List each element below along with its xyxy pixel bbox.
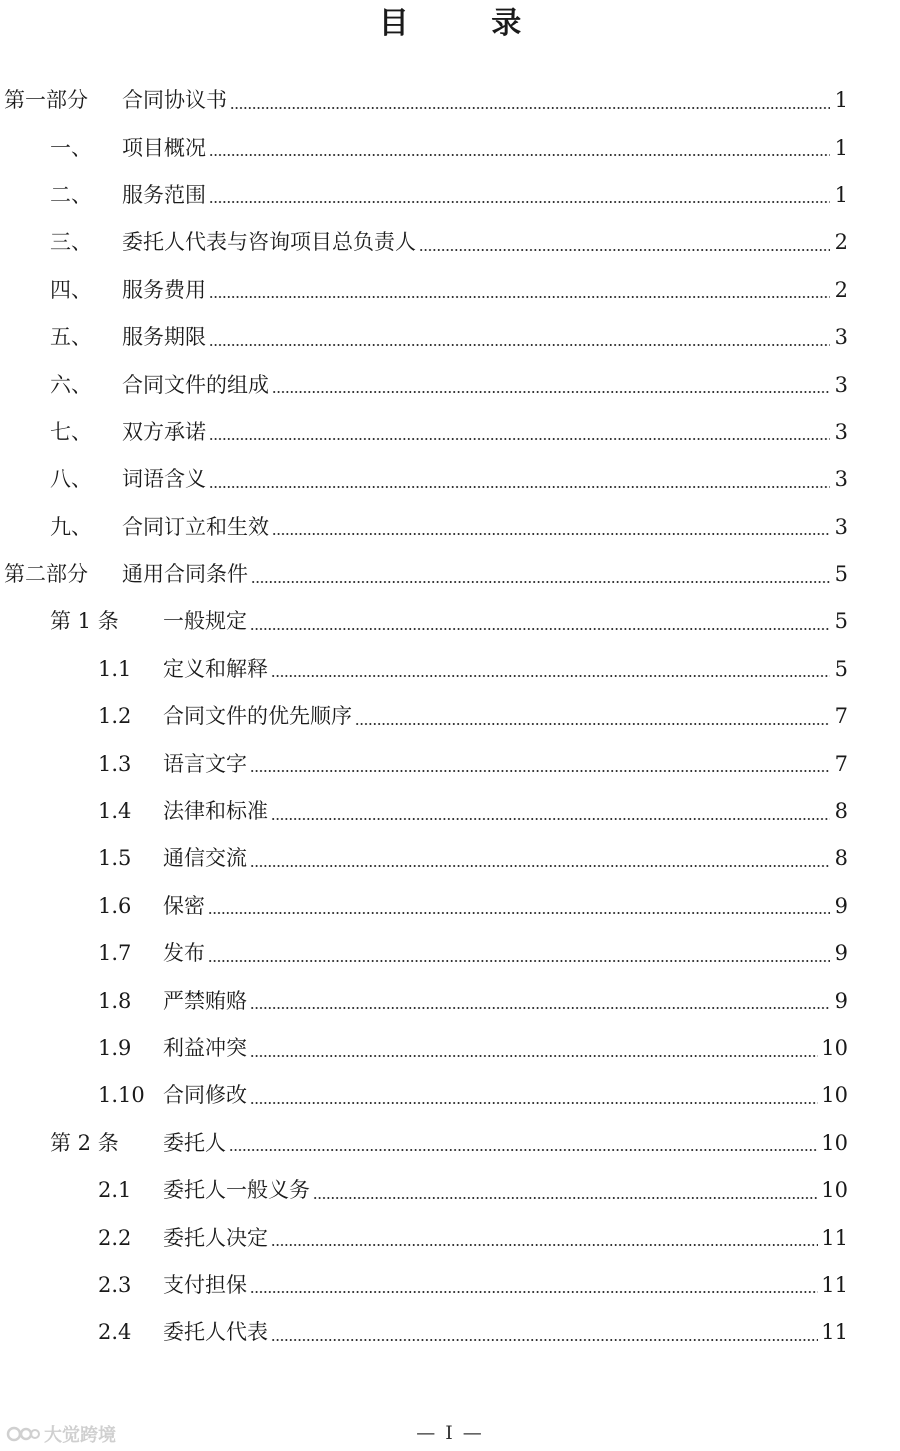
dot-leader	[209, 486, 830, 488]
toc-entry-page: 1	[834, 88, 848, 113]
toc-entry[interactable]	[0, 124, 900, 171]
toc-entry-page: 3	[834, 419, 848, 444]
toc-entry-page: 8	[834, 799, 848, 824]
toc-entry[interactable]	[0, 598, 900, 645]
toc-entry-leader	[163, 788, 832, 835]
toc-entry-title: 合同协议书	[122, 88, 227, 113]
toc-entry-number: 2.4	[98, 1320, 132, 1345]
toc-entry-page: 9	[834, 893, 848, 918]
dot-leader	[271, 1339, 818, 1341]
dot-leader	[209, 154, 830, 156]
toc-entry-title: 服务范围	[122, 182, 206, 207]
toc-entry-number: 六、	[50, 372, 92, 397]
toc-entry-page: 10	[821, 1130, 848, 1155]
toc-entry-number: 1.6	[98, 893, 132, 918]
toc-entry-title: 通信交流	[163, 846, 247, 871]
toc-entry-number: 一、	[50, 135, 92, 160]
dot-leader	[230, 107, 830, 109]
toc-entry-title: 严禁贿赂	[163, 988, 247, 1013]
toc-entry-leader	[163, 646, 832, 693]
toc-entry-number: 第 2 条	[50, 1130, 119, 1155]
dot-leader	[250, 1291, 818, 1293]
toc-entry-leader	[122, 409, 832, 456]
toc-entry-leader	[122, 314, 832, 361]
toc-entry[interactable]	[0, 314, 900, 361]
toc-entry-title: 委托人代表与咨询项目总负责人	[122, 230, 416, 255]
dot-leader	[272, 533, 830, 535]
toc-entry-leader	[163, 1120, 820, 1167]
toc-entry-number: 1.7	[98, 941, 132, 966]
toc-entry-leader	[163, 693, 832, 740]
toc-entry-title: 利益冲突	[163, 1036, 247, 1060]
table-of-contents	[0, 77, 900, 1357]
toc-entry[interactable]	[0, 1309, 900, 1356]
toc-entry-number: 九、	[50, 514, 92, 539]
toc-entry-title: 委托人	[163, 1130, 226, 1155]
toc-entry-number: 第 1 条	[50, 609, 119, 634]
toc-entry-leader	[122, 172, 832, 219]
toc-entry-leader	[122, 504, 832, 551]
toc-entry-title: 保密	[163, 893, 205, 918]
page-number-footer: — I —	[416, 1422, 484, 1444]
toc-entry-title: 发布	[163, 941, 205, 966]
toc-entry-number: 1.1	[98, 656, 132, 681]
toc-entry-page: 3	[834, 514, 848, 539]
toc-entry-leader	[122, 456, 832, 503]
watermark-text: 大觉跨境	[44, 1425, 116, 1446]
toc-entry-title: 合同订立和生效	[122, 514, 269, 539]
toc-entry[interactable]	[0, 1072, 900, 1119]
toc-entry[interactable]	[0, 456, 900, 503]
toc-entry-title: 项目概况	[122, 135, 206, 160]
toc-entry-title: 合同文件的优先顺序	[163, 704, 352, 729]
toc-entry-number: 2.1	[98, 1178, 132, 1203]
toc-entry-number: 1.8	[98, 988, 132, 1013]
toc-entry-title: 服务期限	[122, 325, 206, 350]
dot-leader	[250, 770, 830, 772]
toc-entry[interactable]	[0, 1167, 900, 1214]
toc-entry-leader	[163, 1215, 820, 1262]
toc-entry-title: 一般规定	[163, 609, 247, 634]
dot-leader	[251, 581, 830, 583]
toc-entry-number: 七、	[50, 419, 92, 444]
toc-entry[interactable]	[0, 977, 900, 1024]
toc-entry-leader	[163, 1025, 820, 1072]
dot-leader	[419, 249, 830, 251]
toc-entry-leader	[163, 1309, 820, 1356]
toc-entry-page: 2	[834, 277, 848, 302]
toc-entry-page: 8	[834, 846, 848, 871]
toc-entry[interactable]	[0, 693, 900, 740]
toc-entry-page: 7	[834, 704, 848, 729]
toc-entry-title: 双方承诺	[122, 419, 206, 444]
toc-entry-page: 5	[834, 609, 848, 634]
toc-entry-leader	[163, 883, 832, 930]
toc-entry-leader	[122, 77, 832, 124]
toc-entry-number: 2.2	[98, 1225, 132, 1250]
toc-entry-number: 四、	[50, 277, 92, 302]
toc-entry-page: 10	[821, 1036, 848, 1060]
dot-leader	[250, 1102, 818, 1104]
dot-leader	[313, 1197, 818, 1199]
dot-leader	[229, 1149, 818, 1151]
toc-entry[interactable]	[0, 1025, 900, 1072]
toc-entry-leader	[163, 835, 832, 882]
toc-entry[interactable]	[0, 1262, 900, 1309]
dot-leader	[271, 1244, 818, 1246]
toc-entry-leader	[122, 125, 832, 172]
toc-entry[interactable]	[0, 1120, 900, 1167]
dot-leader	[209, 344, 830, 346]
dot-leader	[355, 723, 830, 725]
toc-entry-page: 11	[821, 1272, 848, 1297]
toc-entry-number: 第二部分	[4, 562, 88, 587]
toc-entry-page: 7	[834, 751, 848, 776]
toc-entry-leader	[122, 362, 832, 409]
dot-leader	[250, 628, 830, 630]
toc-entry-number: 2.3	[98, 1272, 132, 1297]
toc-entry[interactable]	[0, 835, 900, 882]
dot-leader	[271, 675, 830, 677]
toc-entry-title: 法律和标准	[163, 799, 268, 824]
toc-entry-page: 3	[834, 467, 848, 492]
toc-entry-number: 1.5	[98, 846, 132, 871]
toc-entry[interactable]	[0, 172, 900, 219]
toc-entry[interactable]	[0, 361, 900, 408]
toc-entry-title: 委托人决定	[163, 1225, 268, 1250]
dot-leader	[271, 818, 830, 820]
toc-entry[interactable]	[0, 409, 900, 456]
toc-entry[interactable]	[0, 77, 900, 124]
toc-entry-page: 10	[821, 1083, 848, 1108]
dot-leader	[250, 1007, 830, 1009]
toc-entry-leader	[163, 741, 832, 788]
toc-entry-leader	[122, 219, 832, 266]
dot-leader	[208, 960, 830, 962]
toc-entry-title: 委托人代表	[163, 1320, 268, 1345]
toc-entry-title: 通用合同条件	[122, 562, 248, 587]
toc-entry-title: 合同修改	[163, 1083, 247, 1108]
toc-entry-leader	[163, 978, 832, 1025]
toc-entry-leader	[163, 598, 832, 645]
toc-entry[interactable]	[0, 930, 900, 977]
toc-entry-leader	[163, 1262, 820, 1309]
toc-entry-title: 语言文字	[163, 751, 247, 776]
toc-entry-title: 支付担保	[163, 1272, 247, 1297]
toc-entry-number: 三、	[50, 230, 92, 255]
toc-entry-page: 9	[834, 941, 848, 966]
toc-entry[interactable]	[0, 646, 900, 693]
toc-entry-page: 1	[834, 135, 848, 160]
toc-entry-title: 合同文件的组成	[122, 372, 269, 397]
toc-entry-page: 10	[821, 1178, 848, 1203]
toc-entry-number: 五、	[50, 325, 92, 350]
toc-entry-leader	[163, 930, 832, 977]
toc-entry-title: 服务费用	[122, 277, 206, 302]
dot-leader	[272, 391, 830, 393]
toc-entry-leader	[163, 1167, 820, 1214]
dot-leader	[250, 865, 830, 867]
toc-entry[interactable]	[0, 267, 900, 314]
toc-entry-leader	[163, 1072, 820, 1119]
dot-leader	[209, 201, 830, 203]
toc-entry-page: 9	[834, 988, 848, 1013]
dot-leader	[208, 912, 830, 914]
toc-entry-title: 委托人一般义务	[163, 1178, 310, 1203]
toc-entry-page: 1	[834, 182, 848, 207]
toc-entry[interactable]	[0, 219, 900, 266]
toc-entry-leader	[122, 267, 832, 314]
dot-leader	[250, 1055, 818, 1057]
toc-entry-page: 5	[834, 656, 848, 681]
toc-entry-number: 八、	[50, 467, 92, 492]
toc-entry[interactable]	[0, 788, 900, 835]
toc-entry[interactable]	[0, 740, 900, 787]
toc-entry-page: 2	[834, 230, 848, 255]
page-title: 目 录	[378, 6, 558, 41]
toc-entry[interactable]	[0, 883, 900, 930]
toc-entry-number: 第一部分	[4, 88, 88, 113]
toc-entry-number: 1.2	[98, 704, 132, 729]
dot-leader	[209, 296, 830, 298]
toc-entry-number: 1.3	[98, 751, 132, 776]
toc-entry-title: 定义和解释	[163, 656, 268, 681]
toc-entry[interactable]	[0, 551, 900, 598]
toc-entry-leader	[122, 551, 832, 598]
toc-entry-title: 词语含义	[122, 467, 206, 492]
toc-entry-page: 11	[821, 1320, 848, 1345]
toc-entry-page: 3	[834, 372, 848, 397]
toc-entry-number: 1.4	[98, 799, 132, 824]
toc-entry[interactable]	[0, 504, 900, 551]
dot-leader	[209, 438, 830, 440]
toc-entry-page: 3	[834, 325, 848, 350]
toc-entry-number: 二、	[50, 182, 92, 207]
toc-entry-number: 1.10	[98, 1083, 145, 1108]
toc-entry-page: 5	[834, 562, 848, 587]
toc-entry-page: 11	[821, 1225, 848, 1250]
toc-entry-number: 1.9	[98, 1036, 132, 1060]
toc-entry[interactable]	[0, 1214, 900, 1261]
